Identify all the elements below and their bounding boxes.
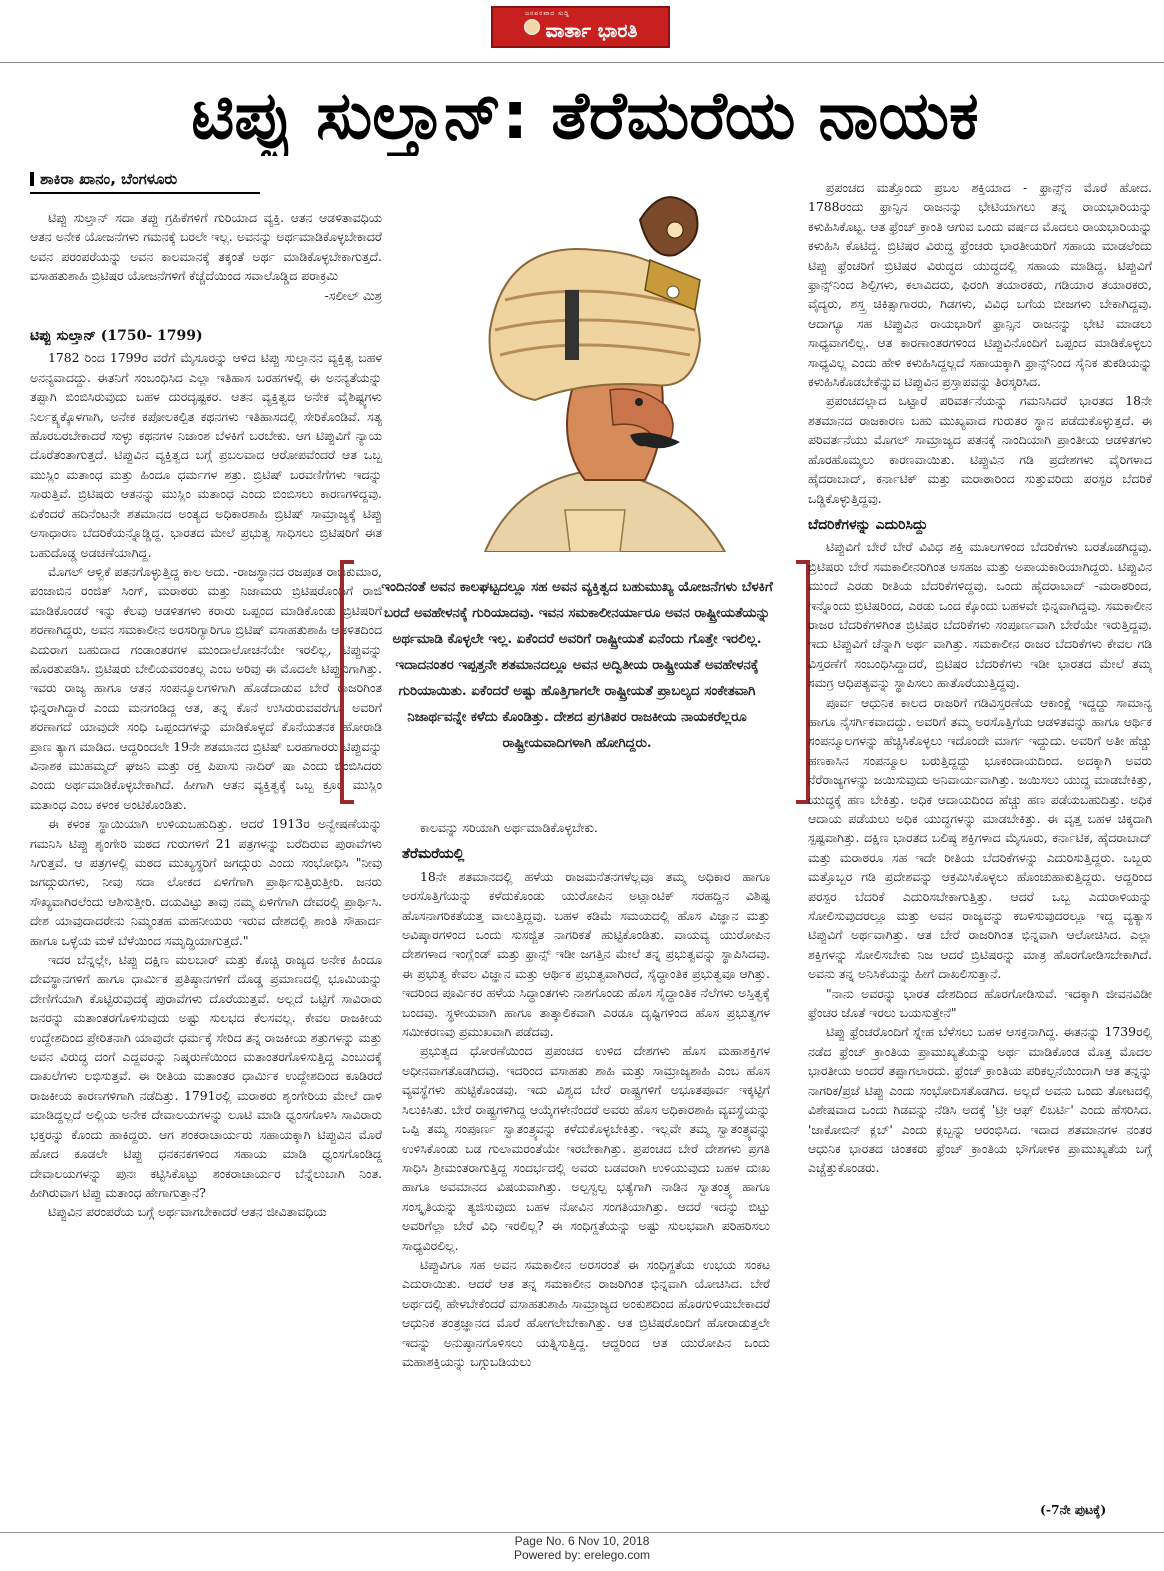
article-column-3	[808, 178, 1152, 1528]
paragraph: ಟಿಪ್ಪುವಿಗೂ ಸಹ ಅವನ ಸಮಕಾಲೀನ ಅರಸರಂತೆ ಈ ಸಂಧಿಗ್ದತೆಯ ಉಭಯ ಸಂಕಟ ಎದುರಾಯಿತು. ಆದರೆ ಆತ ತನ್ನ ಸಮಕಾಲೀನ ರಾಜರಿಗಿಂತ ಭಿನ್ನವಾಗಿ ಯೋಚಿಸಿದ. ಬೇರೆ ಅರ್ಥದಲ್ಲಿ ಹೇಳಬೇಕೆಂದರೆ ವಸಾಹತುಶಾಹಿ ಸಾಮ್ರಾಜ್ಯದ ಅಂಕುಶದಿಂದ ಹೊರಗುಳಿಯಬೇಕಾದರೆ ಆಧುನಿಕ ತಂತ್ರಜ್ಞಾನದ ಮೊರೆ ಹೋಗಲೇಬೇಕಾಗಿತ್ತು. ಆತ ಬ್ರಿಟಿಷರೊಂದಿಗೆ ಹೋರಾಡುತ್ತಲೇ ಇದನ್ನು ಅನುಷ್ಠಾನಗೊಳಿಸಲು ಯತ್ನಿಸುತ್ತಿದ್ದ. ಆದ್ದರಿಂದ ಆತ ಯುರೋಪಿನ ಒಂದು ಮಹಾಶಕ್ತಿಯನ್ನು ಬಗ್ಗುಬಡಿಯಲು	[402, 1256, 770, 1369]
top-divider	[0, 62, 1164, 63]
subheading-tipu-sultan: ಟಿಪ್ಪು ಸುಲ್ತಾನ್ (1750- 1799)	[30, 328, 203, 345]
masthead-name: ವಾರ್ತಾ ಭಾರತಿ	[545, 20, 638, 42]
paragraph: ಕಾಲವನ್ನು ಸರಿಯಾಗಿ ಅರ್ಥಮಾಡಿಕೊಳ್ಳಬೇಕು.	[420, 820, 598, 835]
paragraph: ಪ್ರಪಂಚದಲ್ಲಾದ ಒಟ್ಟಾರೆ ಪರಿವರ್ತನೆಯನ್ನು ಗಮನಿಸಿದರೆ ಭಾರತದ 18ನೇ ಶತಮಾನದ ರಾಜಕಾರಣ ಬಹು ಮುಖ್ಯವಾದ ಗುರುತರ ಸ್ಥಾನ ಪಡೆದುಕೊಳ್ಳುತ್ತದೆ. ಈ ಪರಿವರ್ತನೆಯು ಮೊಗಲ್ ಸಾಮ್ರಾಜ್ಯದ ಪತನಕ್ಕೆ ನಾಂದಿಯಾಗಿ ಪ್ರಾಂತೀಯ ಆಡಳಿತಗಳು ಹೊರಹೊಮ್ಮಲು ಕಾರಣವಾಯಿತು. ಟಿಪ್ಪುವಿನ ಗಡಿ ಪ್ರದೇಶಗಳು ವೈರಿಗಳಾದ ಹೈದರಾಬಾದ್, ಕರ್ನಾಟಿಕ್ ಮತ್ತು ಮರಾಠಾರಿಂದ ಸುತ್ತುವರಿದು ಪರಸ್ಪರ ಬೆದರಿಕೆ ಒಡ್ಡಿಕೊಳ್ಳುತ್ತಿದ್ದವು.	[808, 393, 1152, 506]
footer	[0, 1534, 1164, 1562]
tipu-portrait-illustration	[395, 180, 800, 552]
paragraph: ಪೂರ್ವ ಆಧುನಿಕ ಕಾಲದ ರಾಜರಿಗೆ ಗಡಿವಿಸ್ತರಣೆಯ ಆಕಾಂಕ್ಷೆ ಇದ್ದದ್ದು ಸಾಮಾನ್ಯ ಹಾಗೂ ನೈಸರ್ಗಿಕವಾದದ್ದು. ಅವರಿಗೆ ತಮ್ಮ ಅರಸೊತ್ತಿಗೆಯ ಆಡಳಿತವನ್ನು ಹಾಗೂ ಆರ್ಥಿಕ ಸಂಪನ್ಮೂಲಗಳನ್ನು ಹೆಚ್ಚಿಸಿಕೊಳ್ಳಲು ಇದೊಂದೇ ಮಾರ್ಗ ಇದ್ದುದು. ಅವರಿಗೆ ಅತೀ ಹೆಚ್ಚು ಹಣಕಾಸಿನ ಸಂಪನ್ಮೂಲ ಬರುತ್ತಿದ್ದದ್ದು ಭೂಕಂದಾಯದಿಂದ. ಅದಕ್ಕಾಗಿ ಅವರು ನೆರೆರಾಜ್ಯಗಳನ್ನು ಜಯಿಸುವುದು ಅನಿವಾರ್ಯವಾಗಿತ್ತು. ಜಯಿಸಲು ಯುದ್ಧ ಮಾಡಬೇಕಿತ್ತು, ಯುದ್ಧಕ್ಕೆ ಹಣ ಬೇಕಿತ್ತು. ಅಧಿಕ ಆದಾಯದಿಂದ ಹೆಚ್ಚು ಹಣ ಪಡೆಯಬಹುದಿತ್ತು. ಅಧಿಕ ಆದಾಯ ಪಡೆಯಲು ಅಧಿಕ ಯುದ್ಧಗಳನ್ನು ಮಾಡಬೇಕಿತ್ತು. ಈ ವೃತ್ತ ಬಹಳ ಚಿಕ್ಕದಾಗಿ ಸ್ಪಷ್ಟವಾಗಿತ್ತು. ದಕ್ಷಿಣ ಭಾರತದ ಬಲಿಷ್ಠ ಶಕ್ತಿಗಳಾದ ಮೈಸೂರು, ಕರ್ನಾಟಿಕ, ಹೈದರಾಬಾದ್ ಮತ್ತು ಮರಾಠರೂ ಸಹ ಇದೇ ರೀತಿಯ ಬೆದರಿಕೆಗಳನ್ನು ಎದುರಿಸುತ್ತಿದ್ದರು. ಒಬ್ಬರು ಮತ್ತೊಬ್ಬರ ಗಡಿ ಪ್ರದೇಶವನ್ನು ಆಕ್ರಮಿಸಿಕೊಳ್ಳಲು ಹೊಂಚುಹಾಕುತ್ತಿದ್ದರು. ಆದ್ದರಿಂದ ಪರಸ್ಪರ ಬೆದರಿಕೆ ಎದುರಿಸಬೇಕಾಗುತ್ತಿತ್ತು. ಆದರೆ ಒಬ್ಬ ಎದುರಾಳಿಯನ್ನು ಸೋಲಿಸುವುದರಲ್ಲೂ ಮತ್ತು ಅವನ ರಾಜ್ಯವನ್ನು ಕಬಳಿಸುವುದರಲ್ಲೂ ಇದ್ದ ವ್ಯತ್ಯಾಸ ಟಿಪ್ಪುವಿಗೆ ಅರ್ಥವಾಗಿತ್ತು. ಆತ ಬೇರೆ ರಾಜರಿಗಿಂತ ಭಿನ್ನವಾಗಿ ಆಲೋಚಿಸಿದ. ಎಲ್ಲಾ ಶಕ್ತಿಗಳನ್ನು ಸೋಲಿಸಬೇಕು ನಿಜ ಆದರೆ ಬ್ರಿಟಿಷರನ್ನು ಮಾತ್ರ ಹೊರಗೋಡಿಸಬೇಕಾಗಿದೆ. ಅವನು ತನ್ನ ಅನಿಸಿಕೆಯನ್ನು ಹೀಗೆ ದಾಖಲಿಸುತ್ತಾನೆ.	[808, 694, 1152, 982]
paragraph: "ನಾನು ಅವರನ್ನು ಭಾರತ ದೇಶದಿಂದ ಹೊರಗೋಡಿಸುವೆ. ಇದಕ್ಕಾಗಿ ಜೀವನವಿಡೀ ಫ್ರೆಂಚರ ಜೊತೆ ಇರಲು ಬಯಸುತ್ತೇನೆ"	[808, 985, 1152, 1021]
subheading-behind-curtain: ತೆರೆಮರೆಯಲ್ಲಿ	[402, 846, 465, 863]
paragraph: ಟಿಪ್ಪುವಿಗೆ ಬೇರೆ ಬೇರೆ ವಿವಿಧ ಶಕ್ತಿ ಮೂಲಗಳಿಂದ ಬೆದರಿಕೆಗಳು ಬರತೊಡಗಿದ್ದವು. ಬ್ರಿಟಿಷರು ಬೇರೆ ಸಮಕಾಲೀನರಿಗಿಂತ ಅಸಹಜ ಮತ್ತು ಅಪಾಯಕಾರಿಯಾಗಿದ್ದರು. ಟಿಪ್ಪುವಿನ ಮುಂದೆ ಎರಡು ರೀತಿಯ ಬೆದರಿಕೆಗಳಿದ್ದವು. ಒಂದು ಹೈದರಾಬಾದ್ -ಮರಾಠರಿಂದ, ಇನ್ನೊಂದು ಬ್ರಿಟಿಷರಿಂದ, ಎರಡು ಒಂದ ಕ್ಕೊಂದು ಬಹಳವೇ ಭಿನ್ನವಾಗಿದ್ದವು. ಸಮಕಾಲೀನ ರಾಜರ ಬೆದರಿಕೆಗಳಿಗಿಂತ ಬ್ರಿಟಿಷರ ಬೆದರಿಕೆಗಳು ಸಂಪೂರ್ಣವಾಗಿ ಬೇರೆಯೇ ಇರುತ್ತಿದ್ದವು. ಇದು ಟಿಪ್ಪುವಿಗೆ ಚೆನ್ನಾಗಿ ಅರ್ಥ ವಾಗಿತ್ತು. ಸಮಕಾಲೀನ ರಾಜರ ಬೆದರಿಕೆಗಳು ಕೇವಲ ಗಡಿ ವಿಸ್ತರಣೆಗೆ ಸಂಬಂಧಿಸಿದ್ದಾದರೆ, ಬ್ರಿಟಿಷರ ಬೆದರಿಕೆಗಳು ಇಡೀ ಭಾರತದ ಮೇಲೆ ತಮ್ಮ ಸಮಗ್ರ ಆಧಿಪತ್ಯವನ್ನು ಸ್ಥಾಪಿಸಲು ಹಾತೊರೆಯುತ್ತಿದ್ದವು.	[808, 539, 1152, 691]
article-column-1	[30, 208, 382, 1528]
paragraph: ಪ್ರಪಂಚದ ಮತ್ತೊಂದು ಪ್ರಬಲ ಶಕ್ತಿಯಾದ - ಫ್ರಾನ್ಸ್‌ನ ಮೊರೆ ಹೋದ. 1788ರಂದು ಫ್ರಾನ್ಸಿನ ರಾಜನನ್ನು ಭೇಟಿಯಾಗಲು ತನ್ನ ರಾಯಭಾರಿಯನ್ನು ಕಳುಹಿಸಿಕೊಟ್ಟ. ಆತ ಫ್ರೆಂಚ್ ಕ್ರಾಂತಿ ಆಗುವ ಒಂದು ವರ್ಷದ ಮೊದಲು ರಾಯಭಾರಿಯನ್ನು ಕಳುಹಿಸಿ ಕೊಟಿದ್ದ. ಬ್ರಿಟಿಷರ ವಿರುದ್ಧ ಫ್ರೆಂಚರು ಭಾರತೀಯರಿಗೆ ಸಹಾಯ ಮಾಡಲೆಂದು ಟಿಪ್ಪು ಫ್ರೆಂಚರಿಗೆ ಬ್ರಿಟಿಷರ ವಿರುದ್ಧದ ಯುದ್ಧದಲ್ಲಿ ಸಹಾಯ ಮಾಡಿದ್ದ. ಟಿಪ್ಪುವಿಗೆ ಫ್ರಾನ್ಸ್‌ನಿಂದ ಶಿಲ್ಪಿಗಳು, ಕಲಾವಿದರು, ಫಿರಂಗಿ ತಯಾರಕರು, ಗಡಿಯಾರ ತಯಾರಕರು, ವೈದ್ಯರು, ಶಸ್ತ್ರ ಚಿಕಿತ್ಸಾಗಾರರು, ಗಿಡಗಳು, ವಿವಿಧ ಬಗೆಯ ಬೀಜಗಳು ಬೇಕಾಗಿದ್ದವು. ಆದಾಗ್ಯೂ ಸಹ ಟಿಪ್ಪುವಿನ ರಾಯಭಾರಿಗೆ ಫ್ರಾನ್ಸಿನ ರಾಜನನ್ನು ಭೇಟಿ ಮಾಡಲು ಸಾಧ್ಯವಾಗಲಿಲ್ಲ. ಆತ ಕಾರಣಾಂತರಗಳಿಂದ ಟಿಪ್ಪುವಿನೊಂದಿಗೆ ಒಪ್ಪಂದ ಮಾಡಿಕೊಳ್ಳಲು ಸಾಧ್ಯವಿಲ್ಲ ಎಂದು ಹೇಳಿ ಕಳುಹಿಸಿದ್ದಲ್ಲದೆ ಸಹಾಯಕ್ಕಾಗಿ ಫ್ರಾನ್ಸ್‌ನಿಂದ ಸೈನಿಕ ತುಕಡಿಯನ್ನು ಕಳುಹಿಸಿಕೊಡಬೇಕೆನ್ನುವ ಟಿಪ್ಪುವಿನ ಪ್ರಸ್ತಾಪವನ್ನು ತಿರಸ್ಕರಿಸಿದ.	[808, 180, 1152, 390]
footer-divider	[0, 1532, 1164, 1533]
paragraph: ಪ್ರಭುತ್ವದ ಧೋರಣೆಯಿಂದ ಪ್ರಪಂಚದ ಉಳಿದ ದೇಶಗಳು ಹೊಸ ಮಹಾಶಕ್ತಿಗಳ ಅಧೀನವಾಗತೊಡಗಿದವು. ಇದರಿಂದ ವಸಾಹತು ಶಾಹಿ ಮತ್ತು ಸಾಮ್ರಾಜ್ಯಶಾಹಿ ಎಂಬ ಹೊಸ ವ್ಯವಸ್ಥೆಗಳು ಹುಟ್ಟಿಕೊಂಡವು. ಇದು ವಿಶ್ವದ ಬೇರೆ ರಾಷ್ಟ್ರಗಳಿಗೆ ಅಭೂತಪೂರ್ವ ಇಕ್ಕಟ್ಟಿಗೆ ಸಿಲುಕಿಸಿತು. ಬೇರೆ ರಾಷ್ಟ್ರಗಳಿಗಿದ್ದ ಆಯ್ಕೆಗಳೇನೆಂದರೆ ಅವರು ಹೊಸ ಅಧಿಕಾರಶಾಹಿ ವ್ಯವಸ್ಥೆಯನ್ನು ಒಪ್ಪಿ ತಮ್ಮ ಸಂಪೂರ್ಣ ಸ್ವಾತಂತ್ರ್ಯವನ್ನು ಕಳೆದುಕೊಳ್ಳಬೇಕಿತ್ತು. ಇಲ್ಲವೇ ತಮ್ಮ ಸ್ವಾತಂತ್ರ್ಯವನ್ನು ಉಳಿಸಿಕೊಂಡು ಬಡ ಗುಲಾಮರಂತೆಯೇ ಇರಬೇಕಾಗಿತ್ತು. ಪ್ರಪಂಚದ ಬೇರೆ ದೇಶಗಳು ಪ್ರಗತಿ ಸಾಧಿಸಿ ಶ್ರೀಮಂತರಾಗುತ್ತಿದ್ದ ಸಂದರ್ಭದಲ್ಲಿ ಅವರು ಬಡವರಾಗಿ ಉಳಿಯುವುದು ಬಹಳ ದುಃಖ ಹಾಗೂ ಅವಮಾನದ ವಿಷಯವಾಗಿತ್ತು. ಅಲ್ಪಸ್ವಲ್ಪ ಭತ್ಯೆಗಾಗಿ ನಾಡಿನ ಸ್ವಾತಂತ್ರ್ಯ ಹಾಗೂ ಸಂಸ್ಕೃತಿಯನ್ನು ತ್ಯಜಿಸುವುದು ಬಹಳ ನೋವಿನ ಸಂಗತಿಯಾಗಿತ್ತು. ಆದರೆ ಇದನ್ನು ಬಿಟ್ಟು ಅವರಿಗೆಲ್ಲಾ ಬೇರೆ ವಿಧಿ ಇರಲಿಲ್ಲ? ಈ ಸಂಧಿಗ್ದತೆಯನ್ನು ಅಷ್ಟು ಸುಲಭವಾಗಿ ಪರಿಹರಿಸಲು ಸಾಧ್ಯವಿರಲಿಲ್ಲ.	[402, 1043, 770, 1253]
subheading-facing-threats: ಬೆದರಿಕೆಗಳನ್ನು ಎದುರಿಸಿದ್ದು	[808, 516, 928, 533]
seal-icon	[524, 19, 540, 35]
masthead-logo[interactable]	[491, 6, 670, 48]
pull-quote: ಇಂದಿನಂತೆ ಅವನ ಕಾಲಘಟ್ಟದಲ್ಲೂ ಸಹ ಅವನ ವ್ಯಕ್ತಿತ್ವದ ಬಹುಮುಖ್ಯ ಯೋಜನೆಗಳು ಬೆಳಕಿಗೆ ಬರದೆ ಅವಹೇಳನಕ್ಕೆ ಗುರಿಯಾದವು. ಇವನ ಸಮಕಾಲೀನರ್ಯಾರೂ ಅವನ ರಾಷ್ಟ್ರೀಯತೆಯನ್ನು ಅರ್ಥಮಾಡಿ ಕೊಳ್ಳಲೇ ಇಲ್ಲ. ಏಕೆಂದರೆ ಅವರಿಗೆ ರಾಷ್ಟ್ರೀಯತೆ ಏನೆಂದು ಗೊತ್ತೇ ಇರಲಿಲ್ಲ. ಇದಾದನಂತರ ಇಪ್ಪತ್ತನೇ ಶತಮಾನದಲ್ಲೂ ಅವನ ಅದ್ವಿತೀಯ ರಾಷ್ಟ್ರೀಯತೆ ಅವಹೇಳನಕ್ಕೆ ಗುರಿಯಾಯಿತು. ಏಕೆಂದರೆ ಅಷ್ಟು ಹೊತ್ತಿಗಾಗಲೇ ರಾಷ್ಟ್ರೀಯತೆ ಪ್ರಾಬಲ್ಯದ ಸಂಕೇತವಾಗಿ ನಿಜಾರ್ಥವನ್ನೇ ಕಳೆದು ಕೊಂಡಿತ್ತು. ದೇಶದ ಪ್ರಗತಿಪರ ರಾಜಕೀಯ ನಾಯಕರೆಲ್ಲರೂ ರಾಷ್ಟ್ರೀಯವಾದಿಗಳಾಗಿ ಹೋಗಿದ್ದರು.	[381, 579, 773, 751]
intro-signature: -ಸಲೀಲ್ ಮಿಶ್ರ	[324, 287, 382, 303]
continued-label: (-7ನೇ ಪುಟಕ್ಕೆ)	[1040, 1502, 1107, 1517]
article-column-2	[402, 818, 770, 1528]
paragraph: 1782 ರಿಂದ 1799ರ ವರೆಗೆ ಮೈಸೂರನ್ನು ಆಳಿದ ಟಿಪ್ಪು ಸುಲ್ತಾನನ ವ್ಯಕ್ತಿತ್ವ ಬಹಳ ಅನನ್ಯವಾದದ್ದು. ಈತನಿಗೆ ಸಂಬಂಧಿಸಿದ ಎಲ್ಲಾ ಇತಿಹಾಸ ಬರಹಗಳಲ್ಲಿ ಈ ಅನನ್ಯತೆಯನ್ನು ತಪ್ಪಾಗಿ ಬಿಂಬಿಸಿರುವುದು ಬಹಳ ದುರದೃಷ್ಟಕರ. ಆತನ ವ್ಯಕ್ತಿತ್ವದ ಅನೇಕ ವೈಶಿಷ್ಟ್ಯಗಳು ನಿರ್ಲಕ್ಷ್ಯಕ್ಕೊಳಗಾಗಿ, ಅನೇಕ ಕಪೋಲಕಲ್ಪಿತ ಕಥನಗಳು ಇತಿಹಾಸದಲ್ಲಿ ಸೇರಿಕೊಂಡಿವೆ. ಸತ್ಯ ಹೊರಬರಬೇಕಾದರೆ ಸುಳ್ಳು ಕಥನಗಳ ನಿಜಾಂಶ ಬೆಳಕಿಗೆ ಬರಬೇಕು. ಆಗ ಟಿಪ್ಪುವಿಗೆ ನ್ಯಾಯ ದೊರೆತಂತಾಗುತ್ತದೆ. ಟಿಪ್ಪುವಿನ ವ್ಯಕ್ತಿತ್ವದ ಬಗ್ಗೆ ಪ್ರಬಲವಾದ ಆರೋಪವೆಂದರೆ ಆತ ಒಬ್ಬ ಮುಸ್ಲಿಂ ಮತಾಂಧ ಮತ್ತು ಹಿಂದೂ ಧರ್ಮಗಳ ಶತ್ರು. ಬ್ರಿಟಿಷ್ ಬರವಣಿಗೆಗಳು ಇದನ್ನು ಸಾರುತ್ತಿವೆ. ಬ್ರಿಟಿಷರು ಆತನನ್ನು ಮುಸ್ಲಿಂ ಮತಾಂಧ ಎಂದು ಬಿಂಬಿಸಲು ಕಾರಣಗಳಿದ್ದವು. ಏಕೆಂದರೆ ಹದಿನೆಂಟನೇ ಶತಮಾನದ ಅಂತ್ಯದ ಅಧಿಕಾರಶಾಹಿ ಬ್ರಿಟಿಷ್ ಸಾಮ್ರಾಜ್ಯಕ್ಕೆ ಟಿಪ್ಪು ಅಸಾಧಾರಣ ಬೆದರಿಕೆಯನ್ನೊಡ್ಡಿದ್ದ. ಭಾರತದ ಮೇಲೆ ಪ್ರಭುತ್ವ ಸಾಧಿಸಲು ಬ್ರಿಟಿಷರಿಗೆ ಈತ ಬಹುದೊಡ್ಡ ಅಡಚಣೆಯಾಗಿದ್ದ.	[30, 350, 382, 560]
byline-bar-icon	[30, 172, 34, 186]
paragraph: ಟಿಪ್ಪುವಿನ ಪರಂಪರೆಯ ಬಗ್ಗೆ ಅರ್ಥವಾಗಬೇಕಾದರೆ ಆತನ ಜೀವಿತಾವಧಿಯ	[48, 1204, 327, 1220]
paragraph: 18ನೇ ಶತಮಾನದಲ್ಲಿ ಹಳೆಯ ರಾಜಮನೆತನಗಳೆಲ್ಲವೂ ತಮ್ಮ ಅಧಿಕಾರ ಹಾಗೂ ಅರಸೊತ್ತಿಗೆಯನ್ನು ಕಳೆದುಕೊಂಡು ಯುರೋಪಿನ ಅಟ್ಲಾಂಟಿಕ್ ಸರಹದ್ದಿನ ವಿಶಿಷ್ಟ ಹೊಸನಾಗರಿಕತೆಯತ್ತ ವಾಲುತ್ತಿದ್ದವು. ಬಹಳ ಕಡಿಮೆ ಸಮಯದಲ್ಲಿ ಹೊಸ ವಿಜ್ಞಾನ ಮತ್ತು ಅವಿಷ್ಕಾರಗಳಿಂದ ಒಂದು ಸುಸಜ್ಜಿತ ನಾಗರಿಕತೆ ಹುಟ್ಟಿಕೊಂಡಿತು. ವಾಯವ್ಯ ಯುರೋಪಿನ ದೇಶಗಳಾದ ಇಂಗ್ಲೆಂಡ್ ಮತ್ತು ಫ್ರಾನ್ಸ್ ಇಡೀ ಜಗತ್ತಿನ ಮೇಲೆ ತನ್ನ ಪ್ರಭುತ್ವವನ್ನು ಸ್ಥಾಪಿಸಿದವು. ಈ ಪ್ರಭುತ್ವ ಕೇವಲ ವಿಜ್ಞಾನ ಮತ್ತು ಆರ್ಥಿಕ ಪ್ರಭುತ್ವವಾಗಿರದೆ, ಸೈದ್ಧಾಂತಿಕ ಪ್ರಭುತ್ವವೂ ಆಗಿತ್ತು. ಇದರಿಂದ ಪೂರ್ವಿಕರ ಹಳೆಯ ಸಿದ್ಧಾಂತಗಳು ನಾಶಗೊಂಡು ಹೊಸ ಸೈದ್ಧಾಂತಿಕ ನೆಲೆಗಳು ಅಸ್ತಿತ್ವಕ್ಕೆ ಬಂದವು. ಸ್ಥಳೀಯವಾಗಿ ಹಾಗೂ ತಾತ್ಕಾಲಿಕವಾಗಿ ಎರಡೂ ದೃಷ್ಟಿಗಳಿಂದ ಹೊಸ ಪ್ರಭುತ್ವಗಳ ಸಮೀಕರಣವು ಪ್ರಮುಖವಾಗಿ ಪಡೆದವು.	[402, 868, 770, 1040]
masthead-tagline: ಜನಪರವಾದ ಸುದ್ದಿ	[525, 10, 570, 17]
page-info: Page No. 6 Nov 10, 2018	[514, 1534, 650, 1548]
paragraph: ಮೊಗಲ್ ಆಳ್ವಿಕೆ ಪತನಗೊಳ್ಳುತ್ತಿದ್ದ ಕಾಲ ಅದು. -ರಾಜಸ್ಥಾನದ ರಜಪೂತ ರಾಜಕುಮಾರ, ಪಂಜಾಬಿನ ರಂಜಿತ್ ಸಿಂಗ್, ಮರಾಠರು ಮತ್ತು ನಿಜಾಮರು ಬ್ರಿಟಿಷರೊಂದಿಗೆ ರಾಜಿ ಮಾಡಿಕೊಂಡರೆ ಇನ್ನು ಕೆಲವು ಆಡಳಿತಗಳು ಕರಾರು ಒಪ್ಪಂದ ಮಾಡಿಕೊಂಡು ಬ್ರಿಟಿಷರಿಗೆ ಶರಣಾಗಿದ್ದರು, ಅವನ ಸಮಕಾಲೀನ ಅರಸರಿಗ್ಯಾರಿಗೂ ಬ್ರಿಟಿಷ್ ವಸಾಹತುಶಾಹಿ ಆಡಳಿತದಿಂದ ಎದುರಾಗ ಬಹುದಾದ ಗಂಡಾಂತರಗಳ ಮುಂದಾಲೋಚನೆಯೇ ಇರಲಿಲ್ಲ, ಟಿಪ್ಪುವನ್ನು ಹೊರತುಪಡಿಸಿ. ಬ್ರಿಟಿಷರು ಬೇಲಿಯವರಂತಲ್ಲ ಎಂಬ ಅರಿವು ಈ ಮೊದಲೇ ಟಿಪ್ಪುವಿಗಾಗಿತ್ತು. ಇವರು ರಾಜ್ಯ ಹಾಗೂ ಆತನ ಸಂಪನ್ಮೂಲಗಳಿಗಾಗಿ ಹೊಡೆದಾಡುವ ಬೇರೆ ರಾಜರಿಗಿಂತ ಭಿನ್ನರಾಗಿದ್ದಾರೆ ಎಂದು ಮನಗಂಡಿದ್ದ ಆತ, ತನ್ನ ಕೊನೆ ಉಸಿರುರುವವರೆಗೂ ಅವರಿಗೆ ಶರಣಾಗದೆ ಯಾವುದೇ ಸಂಧಿ ಒಪ್ಪಂದಗಳನ್ನು ಮಾಡಿಕೊಳ್ಳದೆ ಕೊನೆಯತನಕ ಹೋರಾಡಿ ಪ್ರಾಣ ತ್ಯಾಗ ಮಾಡಿದ. ಆದ್ದರಿಂದಲೇ 19ನೇ ಶತಮಾನದ ಬ್ರಿಟಿಷ್ ಬರಹಗಾರರು ಟಿಪ್ಪುವನ್ನು ವಿನಾಶಕ ಮುಹಮ್ಮದ್ ಘಜನಿ ಮತ್ತು ರಕ್ತ ಪಿಪಾಸು ನಾದಿರ್ ಷಾ ಎಂದು ಬಿಂಬಿಸಿದರು ಎಂದು ಅರ್ಥಮಾಡಿಕೊಳ್ಳಬೇಕಾಗಿದೆ. ಹೀಗಾಗಿ ಆತನ ವ್ಯಕ್ತಿತ್ವಕ್ಕೆ ಒಬ್ಬ ಕ್ರೂರ ಮುಸ್ಲಿಂ ಮತಾಂಧ ಎಂಬ ಕಳಂಕ ಅಂಟಿಕೊಂಡಿತು.	[30, 563, 382, 812]
byline	[30, 170, 260, 194]
paragraph: ಇದರ ಬೆನ್ನಲ್ಲೇ, ಟಿಪ್ಪು ದಕ್ಷಿಣ ಮಲಬಾರ್ ಮತ್ತು ಕೊಚ್ಚಿ ರಾಜ್ಯದ ಅನೇಕ ಹಿಂದೂ ದೇವಸ್ಥಾನಗಳಿಗೆ ಹಾಗೂ ಧಾರ್ಮಿಕ ಪ್ರತಿಷ್ಠಾನಗಳಿಗೆ ದೊಡ್ಡ ಪ್ರಮಾಣದಲ್ಲಿ ಭೂಮಿಯನ್ನು ದೇಣಿಗೆಯಾಗಿ ಕೊಟ್ಟಿರುವುದಕ್ಕೆ ಪುರಾವೆಗಳು ದೊರೆಯುತ್ತವೆ. ಅಲ್ಲದೆ ಒಟ್ಟಿಗೆ ಸಾವಿರಾರು ಜನರನ್ನು ಮತಾಂತರಗೊಳಿಸುವುದು ಅಷ್ಟು ಸುಲಭದ ಕೆಲಸವಲ್ಲ. ಕೇವಲ ರಾಜಕೀಯ ಉದ್ದೇಶದಿಂದ ಪ್ರೇರಿತನಾಗಿ ಯಾವುದೇ ಧರ್ಮಕ್ಕೆ ಸೇರಿದ ತನ್ನ ರಾಜಕೀಯ ಶತ್ರುಗಳನ್ನು ಮತ್ತು ಅವನ ವಿರುದ್ಧ ದಂಗೆ ಎದ್ದವರನ್ನು ನಿಷ್ಕರುಣೆಯಿಂದ ಮತಾಂತರಗೊಳಿಸುತ್ತಿದ್ದ ಎಂಬುದಕ್ಕೆ ದಾಖಲೆಗಳು ಲಭಿಸುತ್ತವೆ. ಈ ರೀತಿಯ ಮತಾಂತರ ಧಾರ್ಮಿಕ ಉದ್ದೇಶದಿಂದ ಕೂಡಿರದೆ ರಾಜಕೀಯ ಕಾರಣಗಳಿಗಾಗಿ ನಡೆದಿತ್ತು. 1791ರಲ್ಲಿ ಮರಾಠರು ಶೃಂಗೇರಿಯ ಮೇಲೆ ದಾಳಿ ಮಾಡಿದ್ದಲ್ಲದೆ ಅಲ್ಲಿಯ ಅನೇಕ ದೇವಾಲಯಗಳನ್ನು ಲೂಟಿ ಮಾಡಿ ಧ್ವಂಸಗೊಳಿಸಿ ಸಾವಿರಾರು ಭಕ್ತರನ್ನು ಕೊಂದು ಹಾಕಿದ್ದರು. ಆಗ ಶಂಕರಾಚಾರ್ಯರು ಸಹಾಯಕ್ಕಾಗಿ ಟಿಪ್ಪುವಿನ ಮೊರೆ ಹೋದ ಕೂಡಲೇ ಟಿಪ್ಪು ಧನಕನಕಗಳಿಂದ ಸಹಾಯ ಮಾಡಿ ಧ್ವಂಸಗೊಂಡಿದ್ದ ದೇವಾಲಯಗಳನ್ನು ಪುನಃ ಕಟ್ಟಿಸಿಕೊಟ್ಟು ಶಂಕರಾಚಾರ್ಯರ ಬೆನ್ನೆಲುಬಾಗಿ ನಿಂತ. ಹೀಗಿರುವಾಗ ಟಿಪ್ಪು ಮತಾಂಧ ಹೇಗಾಗುತ್ತಾನೆ?	[30, 952, 382, 1200]
headline: ಟಿಪ್ಪು ಸುಲ್ತಾನ್: ತೆರೆಮರೆಯ ನಾಯಕ	[191, 77, 979, 154]
byline-text: ಶಾಕಿರಾ ಖಾನಂ, ಬೆಂಗಳೂರು	[40, 170, 178, 188]
paragraph: ಈ ಕಳಂಕ ಸ್ಥಾಯಿಯಾಗಿ ಉಳಿಯಬಹುದಿತ್ತು. ಆದರೆ 1913ರ ಅನ್ವೇಷಣೆಯನ್ನು ಗಮನಿಸಿ ಟಿಪ್ಪು ಶೃಂಗೇರಿ ಮಠದ ಗುರುಗಳಿಗೆ 21 ಪತ್ರಗಳನ್ನು ಬರೆದಿರುವ ಪುರಾವೆಗಳು ಸಿಗುತ್ತವೆ. ಆ ಪತ್ರಗಳಲ್ಲಿ ಮಠದ ಮುಖ್ಯಸ್ಥರಿಗೆ ಜಗದ್ಗುರು ಎಂದು ಸಂಭೋಧಿಸಿ "ನೀವು ಜಗದ್ಗುರುಗಳು, ನೀವು ಸದಾ ಲೋಕದ ಏಳಿಗೆಗಾಗಿ ಪ್ರಾರ್ಥಿಸುತ್ತಿರುತ್ತೀರಿ. ಜನರು ಸೌಖ್ಯವಾಗಿರಲೆಂದು ಆಶಿಸುತ್ತೀರಿ. ದಯವಿಟ್ಟು ತಾವು ನಮ್ಮ ಏಳಿಗೆಗಾಗಿ ದೇವರಲ್ಲಿ ಪ್ರಾರ್ಥಿಸಿ. ದೇಶ ಯಾವುದಾದರೇನು ನಿಮ್ಮಂತಹ ಮಹನೀಯರು ಇರುವ ದೇಶದಲ್ಲಿ ಶಾಂತಿ ಸೌಹಾರ್ದ ಹಾಗೂ ಒಳ್ಳೆಯ ಮಳೆ ಬೆಳೆಯಿಂದ ಸಮೃದ್ಧಿಯಾಗುತ್ತದೆ."	[30, 816, 382, 948]
powered-by-link[interactable]: Powered by: erelego.com	[513, 1548, 651, 1562]
intro-paragraph: ಟಿಪ್ಪು ಸುಲ್ತಾನ್ ಸದಾ ತಪ್ಪು ಗ್ರಹಿಕೆಗಳಿಗೆ ಗುರಿಯಾದ ವ್ಯಕ್ತಿ. ಆತನ ಆಡಳಿತಾವಧಿಯ ಆತನ ಅನೇಕ ಯೋಜನೆಗಳು ಗಮನಕ್ಕೆ ಬರಲೇ ಇಲ್ಲ. ಅವನನ್ನು ಅರ್ಥಮಾಡಿಕೊಳ್ಳಬೇಕಾದರೆ ಅವನ ಪರಂಪರೆಯನ್ನು ಅವನ ಕಾಲಮಾನಕ್ಕೆ ತಕ್ಕಂತೆ ಅರ್ಥ ಮಾಡಿಕೊಳ್ಳಬೇಕಾಗುತ್ತದೆ. ವಸಾಹತುಶಾಹಿ ಬ್ರಿಟಿಷರ ಯೋಜನೆಗಳಿಗೆ ಕೆಚ್ಚೆದೆಯಿಂದ ಸವಾಲೊಡ್ಡಿದ ಪರಾಕ್ರಮಿ	[30, 210, 382, 284]
paragraph: ಟಿಪ್ಪು ಫ್ರೆಂಚರೊಂದಿಗೆ ಸ್ನೇಹ ಬೆಳೆಸಲು ಬಹಳ ಆಸಕ್ತನಾಗಿದ್ದ. ಈತನನ್ನು 1739ರಲ್ಲಿ ನಡೆದ ಫ್ರೆಂಚ್ ಕ್ರಾಂತಿಯ ಪ್ರಾಮುಖ್ಯತೆಯನ್ನು ಅರ್ಥ ಮಾಡಿಕೊಂಡ ಮೊತ್ತ ಮೊದಲ ಭಾರತೀಯ ಅಂದರೆ ತಪ್ಪಾಗಲಾರದು. ಫ್ರೆಂಚ್ ಕ್ರಾಂತಿಯ ಪರಿಕಲ್ಪನೆಯಿಂದಾಗಿ ಆತ ತನ್ನನ್ನು ನಾಗರಿಕ/ಪ್ರಜೆ ಟಿಪ್ಪು ಎಂದು ಸಂಭೋದಿಸತೊಡಗಿದ. ಅಲ್ಲದೆ ಅವನು ಒಂದು ತೋಟದಲ್ಲಿ ವಿಶೇಷವಾದ ಒಂದು ಗಿಡವನ್ನು ನೆಡಿಸಿ ಅದಕ್ಕೆ 'ಟ್ರೀ ಆಫ್ ಲಿಬರ್ಟಿ' ಎಂದು ಹೆಸರಿಸಿದ. 'ಜಾಕೋಬಿನ್ ಕ್ಲಬ್' ಎಂದು ಕ್ಲಬ್ಬನ್ನು ಆರಂಭಿಸಿದ. ಇದಾದ ಶತಮಾನಗಳ ನಂತರ ಆಧುನಿಕ ಭಾರತದ ಚಿಂತಕರು ಫ್ರೆಂಚ್ ಕ್ರಾಂತಿಯ ಭೌಗೋಳಿಕ ಪ್ರಾಮುಖ್ಯತೆಯ ಬಗ್ಗೆ ಎಚ್ಚೆತ್ತುಕೊಂಡರು.	[808, 1024, 1152, 1176]
